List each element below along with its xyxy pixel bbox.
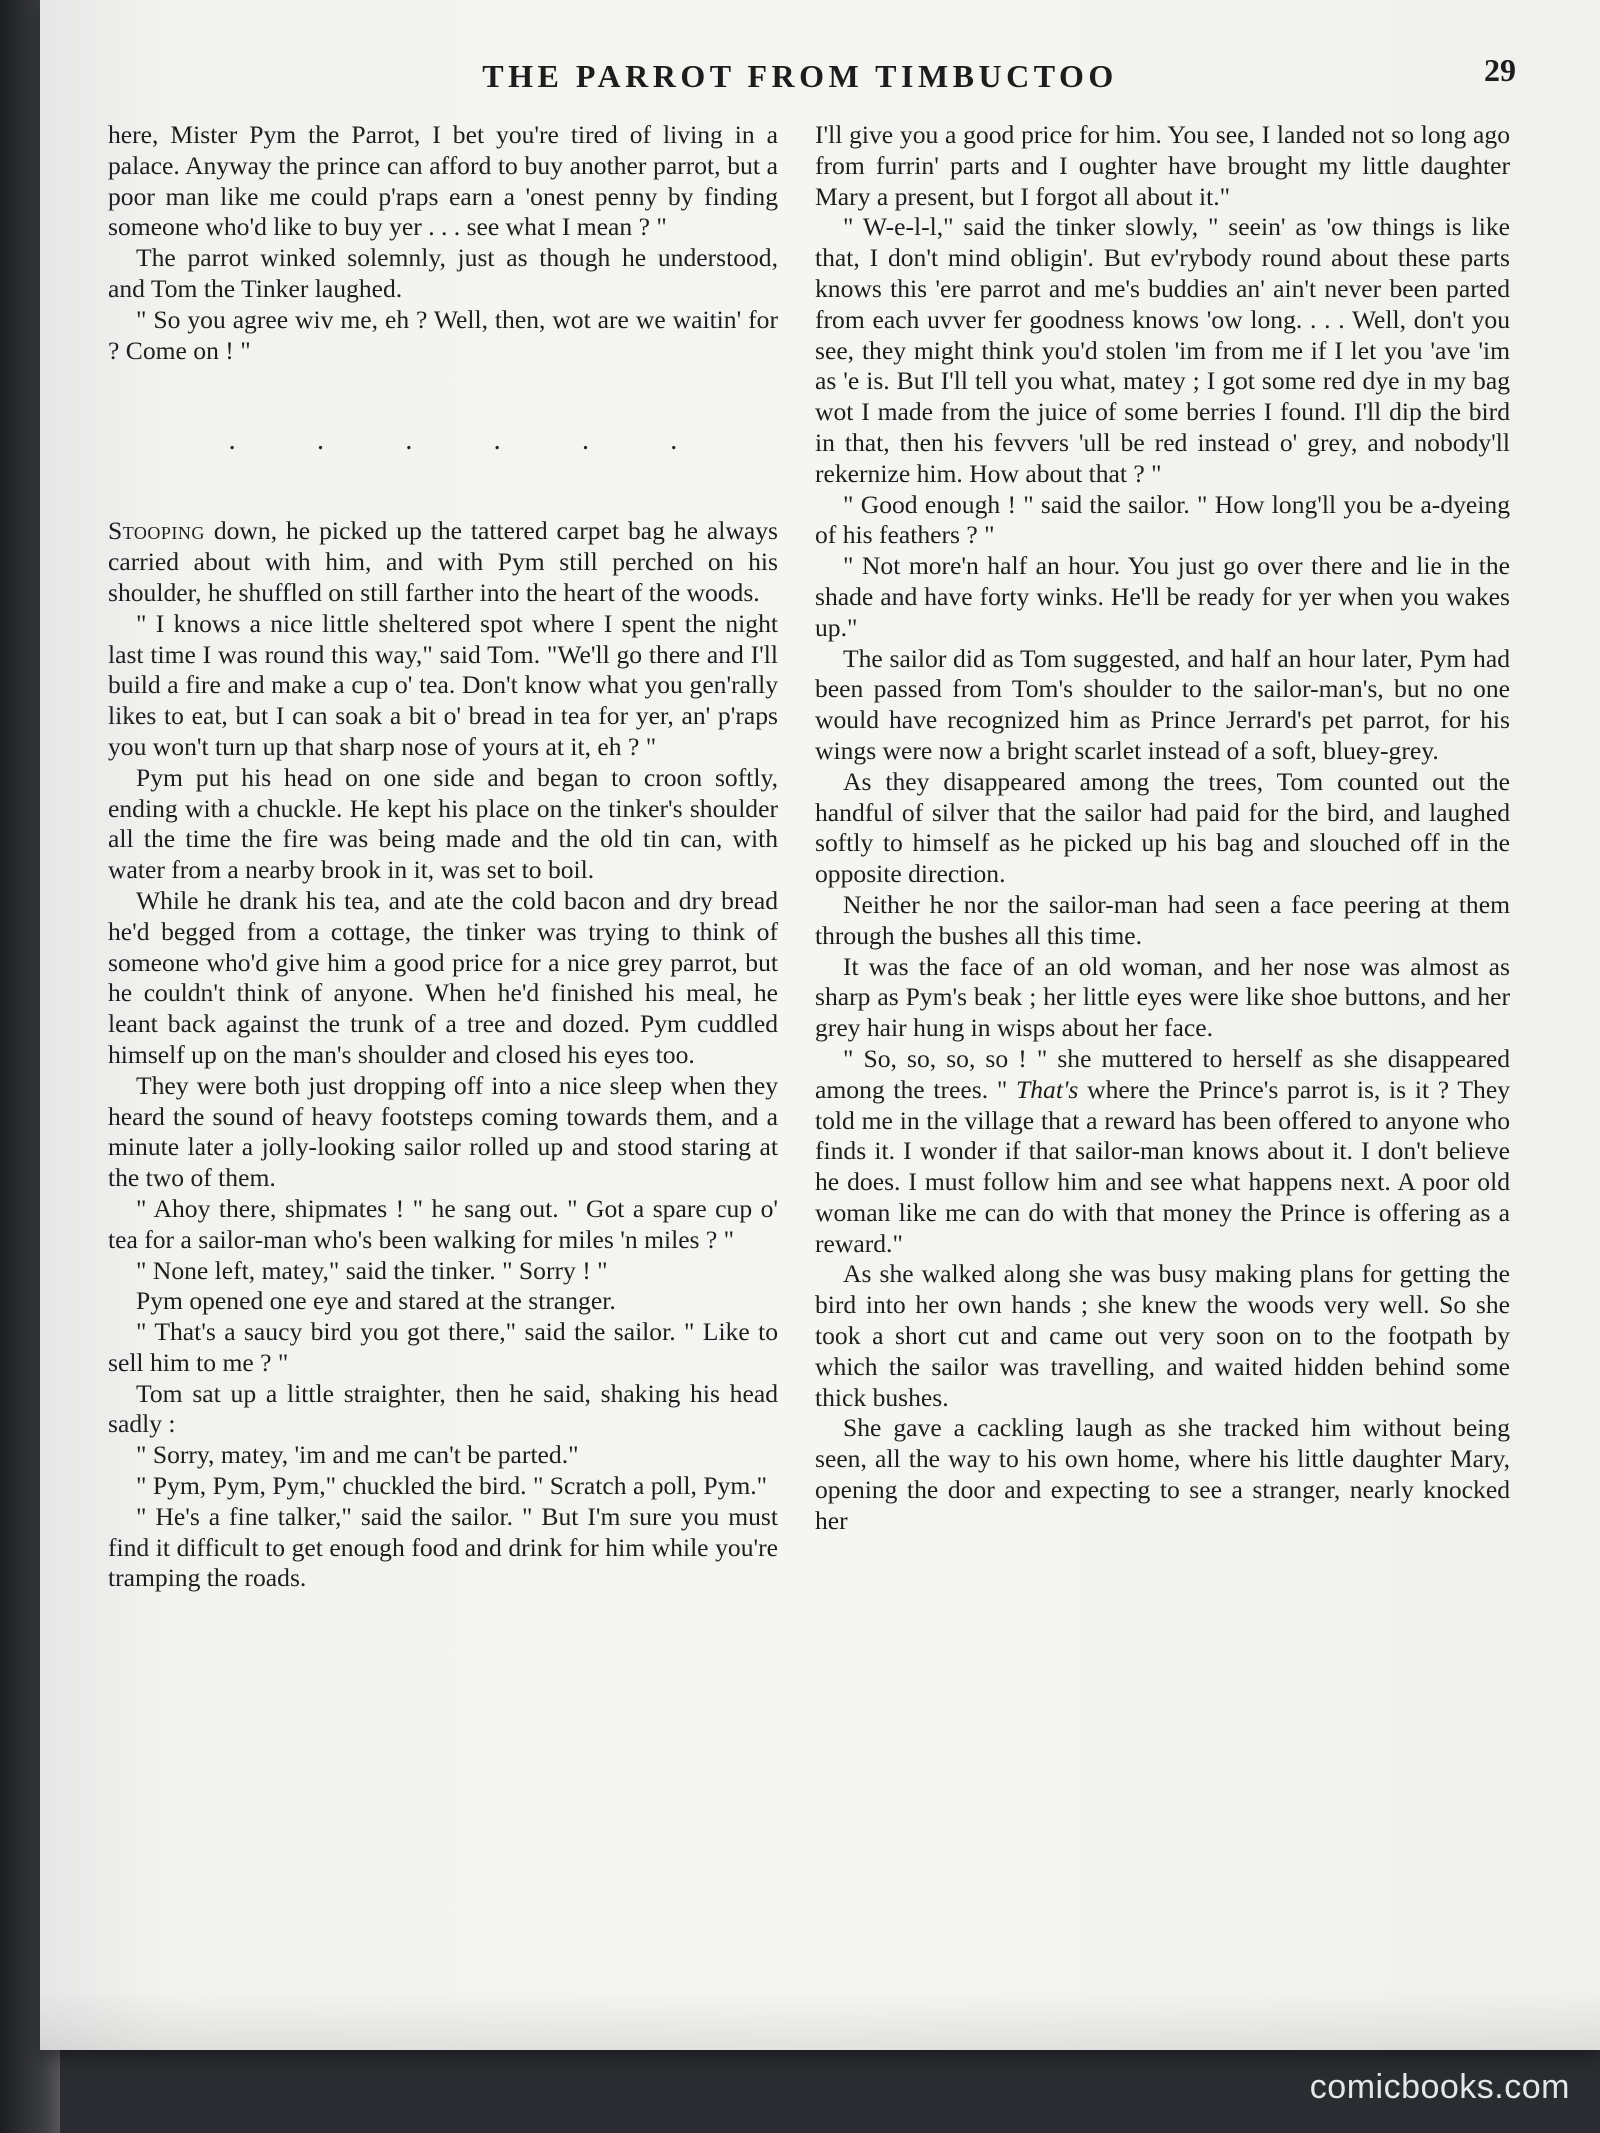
paragraph: While he drank his tea, and ate the cold bacon and dry bread he'd begged from a cottage, the tinker was trying to think of someone who'd give him a good price for a nice grey parrot, but he couldn't think of anyone. When he'd finished his meal, he leant back against the trunk of a tree and dozed. Pym cuddled himself up on the man's shoulder and closed his eyes too. [108, 885, 778, 1069]
paragraph: " Pym, Pym, Pym," chuckled the bird. " Scratch a poll, Pym." [136, 1471, 768, 1501]
page-number: 29 [1484, 52, 1516, 88]
paragraph: here, Mister Pym the Parrot, I bet you're tired of living in a palace. Anyway the prince can afford to buy another parrot, but a poor man like me could p'raps earn a 'onest penny by finding someone who'd like to buy yer . . . see what I mean ? " [108, 120, 778, 242]
paragraph: She gave a cackling laugh as she tracked him without being seen, all the way to his own home, where his little daughter Mary, opening the door and expecting to see a stranger, nearly knocked her [815, 1413, 1510, 1535]
paragraph: Pym put his head on one side and began to croon softly, ending with a chuckle. He kept his place on the tinker's shoulder all the time the fire was being made and the old tin can, with water from a nearby brook in it, was set to boil. [108, 762, 778, 885]
watermark: comicbooks.com [1309, 2068, 1570, 2106]
paragraph: The parrot winked solemnly, just as though he understood, and Tom the Tinker laughed. [108, 243, 778, 303]
paragraph: The sailor did as Tom suggested, and half an hour later, Pym had been passed from Tom's shoulder to the sailor-man's, but no one would have recognized him as Prince Jerrard's pet parrot, for his wings were now a bright scarlet instead of a soft, bluey-grey. [815, 643, 1510, 765]
section-break-dot: . [228, 425, 236, 457]
paragraph: Neither he nor the sailor-man had seen a face peering at them through the bushes all this time. [815, 889, 1510, 950]
paragraph: " So you agree wiv me, eh ? Well, then, wot are we waitin' for ? Come on ! " [108, 304, 778, 365]
paragraph: " Good enough ! " said the sailor. " How long'll you be a-dyeing of his feathers ? " [815, 489, 1510, 550]
paragraph-text: down, he picked up the tattered carpet bag he always carried about with him, and with Pym still perched on his shoulder, he shuffled on still farther into the heart of the woods. [108, 516, 778, 607]
page-shadow [40, 1990, 1600, 2050]
paragraph: As she walked along she was busy making plans for getting the bird into her own hands ; she knew the woods very well. So she took a short cut and came out very soon on to the footpath by which the sailor was travelling, and waited hidden behind some thick bushes. [815, 1259, 1510, 1412]
paragraph: " W-e-l-l," said the tinker slowly, " seein' as 'ow things is like that, I don't mind obligin'. But ev'rybody round about these parts knows this 'ere parrot and me's buddies an' ain't never been parted from each uvver fer goodness knows 'ow long. . . . Well, don't you see, they might think you'd stolen 'im from me if I let you 'ave 'im as 'e is. But I'll tell you what, matey ; I got some red dye in my bag wot I made from the juice of some berries I found. I'll dip the bird in that, then his fevvers 'ull be red instead o' grey, and nobody'll rekernize him. How about that ? " [815, 212, 1510, 488]
paragraph: " I knows a nice little sheltered spot where I spent the night last time I was round this way," said Tom. "We'll go there and I'll build a fire and make a cup o' tea. Don't know what you gen'rally likes to eat, but I can soak a bit o' bread in tea for yer, an' p'raps you won't turn up that sharp nose of yours at it, eh ? " [108, 608, 778, 761]
section-break [108, 366, 778, 516]
paragraph: " Not more'n half an hour. You just go over there and lie in the shade and have forty winks. He'll be ready for yer when you wakes up." [815, 551, 1510, 642]
paragraph-text: where the Prince's parrot is, is it ? They told me in the village that a reward has been offered to anyone who finds it. I wonder if that sailor-man knows about it. I don't believe he does. I must follow him and see what happens next. A poor old woman like me can do with that money the Prince is offering as a reward." [815, 1074, 1511, 1258]
section-break-dot: . [405, 425, 413, 457]
paragraph: Pym opened one eye and stared at the stranger. [136, 1286, 616, 1316]
paragraph: " None left, matey," said the tinker. " Sorry ! " [136, 1255, 608, 1285]
emphasis: That's [1016, 1074, 1079, 1104]
paragraph: They were both just dropping off into a nice sleep when they heard the sound of heavy footsteps coming towards them, and a minute later a jolly-looking sailor rolled up and stood staring at the two of them. [108, 1070, 778, 1193]
paragraph-text: " So, so, so, so ! " she muttered to herself as she disappeared among the trees. " [815, 1043, 1510, 1104]
paragraph [108, 516, 778, 608]
paragraph: As they disappeared among the trees, Tom counted out the handful of silver that the sailor had paid for the bird, and laughed softly to himself as he picked up his bag and slouched off in the opposite direction. [815, 766, 1510, 889]
paragraph [815, 1044, 1510, 1260]
paragraph: " He's a fine talker," said the sailor. " But I'm sure you must find it difficult to get enough food and drink for him while you're tramping the roads. [108, 1501, 778, 1593]
small-caps-lead: Stooping [108, 516, 205, 546]
left-column [108, 120, 778, 1594]
section-break-dot: . [493, 425, 501, 457]
right-column [815, 120, 1510, 1537]
running-head: THE PARROT FROM TIMBUCTOO [482, 58, 1118, 94]
section-break-dot: . [670, 425, 678, 457]
paragraph: " Sorry, matey, 'im and me can't be parted." [136, 1440, 579, 1470]
section-break-dot: . [316, 425, 324, 457]
section-break-dot: . [581, 425, 589, 457]
paragraph: " That's a saucy bird you got there," said the sailor. " Like to sell him to me ? " [108, 1317, 778, 1377]
paragraph: I'll give you a good price for him. You see, I landed not so long ago from furrin' parts and I oughter have brought my little daughter Mary a present, but I forgot all about it." [815, 120, 1510, 211]
paragraph: Tom sat up a little straighter, then he said, shaking his head sadly : [108, 1378, 778, 1439]
paragraph: " Ahoy there, shipmates ! " he sang out. " Got a spare cup o' tea for a sailor-man who's been walking for miles 'n miles ? " [108, 1193, 778, 1254]
paragraph: It was the face of an old woman, and her nose was almost as sharp as Pym's beak ; her little eyes were like shoe buttons, and her grey hair hung in wisps about her face. [815, 951, 1510, 1043]
